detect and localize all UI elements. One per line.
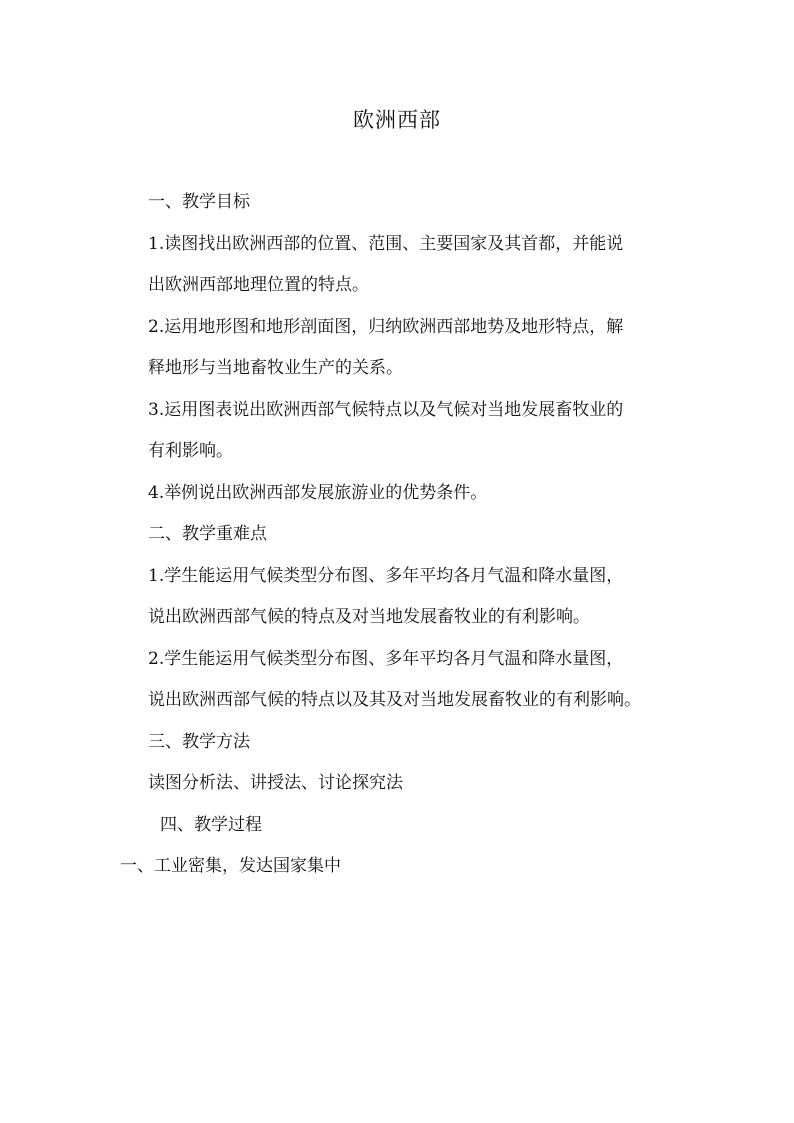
process-section-1: 一、工业密集，发达国家集中: [120, 856, 341, 876]
difficulty-1-line-2: 说出欧洲西部气候的特点及对当地发展畜牧业的有利影响。: [148, 607, 590, 627]
heading-key-difficulties: 二、教学重难点: [148, 524, 267, 544]
goal-3-line-1: 3.运用图表说出欧洲西部气候特点以及气候对当地发展畜牧业的: [148, 400, 624, 420]
difficulty-2-line-1: 2.学生能运用气候类型分布图、多年平均各月气温和降水量图，: [148, 649, 624, 669]
goal-2-line-2: 释地形与当地畜牧业生产的关系。: [148, 358, 403, 378]
document-title: 欧洲西部: [353, 108, 441, 132]
goal-3-line-2: 有利影响。: [148, 441, 233, 461]
difficulty-1-line-1: 1.学生能运用气候类型分布图、多年平均各月气温和降水量图，: [148, 566, 624, 586]
goal-1-line-1: 1.读图找出欧洲西部的位置、范围、主要国家及其首都，并能说: [148, 234, 624, 254]
heading-teaching-goals: 一、教学目标: [148, 192, 250, 212]
goal-4: 4.举例说出欧洲西部发展旅游业的优势条件。: [148, 483, 488, 503]
goal-1-line-2: 出欧洲西部地理位置的特点。: [148, 275, 369, 295]
heading-teaching-methods: 三、教学方法: [148, 732, 250, 752]
heading-teaching-process: 四、教学过程: [160, 815, 262, 835]
teaching-methods-text: 读图分析法、讲授法、讨论探究法: [148, 773, 403, 793]
goal-2-line-1: 2.运用地形图和地形剖面图，归纳欧洲西部地势及地形特点，解: [148, 317, 624, 337]
difficulty-2-line-2: 说出欧洲西部气候的特点以及其及对当地发展畜牧业的有利影响。: [148, 690, 641, 710]
